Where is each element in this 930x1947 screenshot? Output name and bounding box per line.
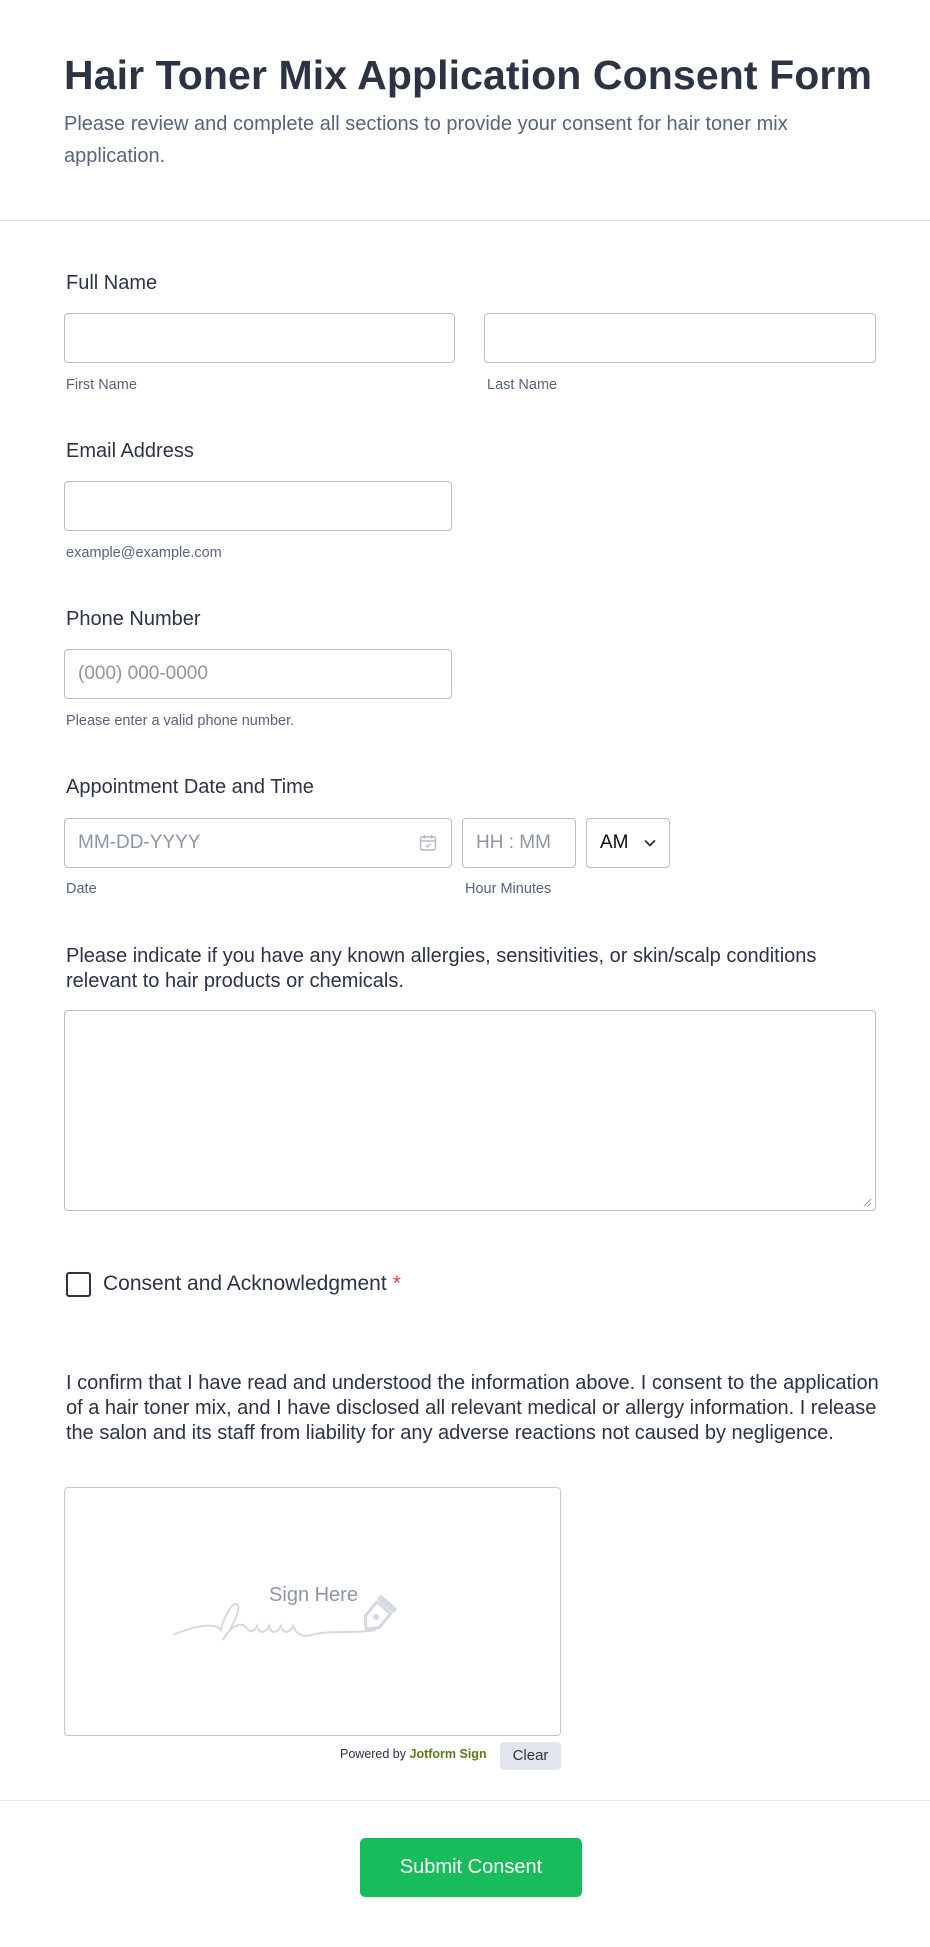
required-asterisk: * (392, 1272, 401, 1295)
consent-label[interactable] (103, 1272, 401, 1296)
powered-by (340, 1747, 487, 1761)
signature-statement: I confirm that I have read and understood the information above. I consent to the application of a hair toner mix, and I have disclosed all relevant medical or allergy information. I release the salon and its staff from liability for any adverse reactions not caused by negligence. (66, 1372, 879, 1444)
form-subtitle: Please review and complete all sections to provide your consent for hair toner mix application. (64, 113, 788, 167)
email-sublabel: example@example.com (66, 545, 222, 561)
allergies-label: Please indicate if you have any known allergies, sensitivities, or skin/scalp conditions relevant to hair products or chemicals. (66, 945, 817, 992)
consent-checkbox[interactable] (66, 1272, 91, 1297)
date-sublabel: Date (66, 881, 97, 897)
footer-divider (0, 1800, 930, 1801)
signature-pad[interactable] (64, 1487, 561, 1736)
submit-button[interactable]: Submit Consent (360, 1838, 582, 1897)
date-input[interactable] (64, 818, 452, 868)
time-placeholder: HH : MM (476, 832, 551, 853)
phone-placeholder: (000) 000-0000 (78, 663, 208, 684)
first-name-input[interactable] (64, 313, 455, 363)
phone-sublabel: Please enter a valid phone number. (66, 713, 295, 729)
last-name-sublabel: Last Name (487, 377, 558, 393)
phone-input[interactable] (64, 649, 452, 699)
form-header (0, 0, 930, 221)
consent-label-text: Consent and Acknowledgment (103, 1272, 387, 1295)
ampm-select[interactable] (586, 818, 670, 868)
time-input[interactable] (462, 818, 576, 868)
clear-signature-button[interactable]: Clear (500, 1742, 561, 1770)
ampm-value: AM (600, 832, 629, 853)
form-title: Hair Toner Mix Application Consent Form (64, 52, 873, 98)
phone-label: Phone Number (66, 608, 201, 630)
allergies-textarea[interactable] (64, 1010, 876, 1211)
sign-here-text: Sign Here (269, 1584, 358, 1606)
time-sublabel: Hour Minutes (465, 881, 552, 897)
full-name-label: Full Name (66, 272, 158, 294)
first-name-sublabel: First Name (66, 377, 137, 393)
date-placeholder: MM-DD-YYYY (78, 832, 201, 853)
resize-handle-icon[interactable] (862, 1197, 872, 1207)
appointment-label: Appointment Date and Time (66, 776, 314, 798)
last-name-input[interactable] (484, 313, 876, 363)
email-label: Email Address (66, 440, 194, 462)
jotform-sign-brand[interactable]: Jotform Sign (409, 1747, 487, 1761)
powered-by-text: Powered by (340, 1747, 407, 1761)
calendar-icon[interactable] (419, 834, 437, 852)
email-input[interactable] (64, 481, 452, 531)
chevron-down-icon (643, 836, 657, 850)
